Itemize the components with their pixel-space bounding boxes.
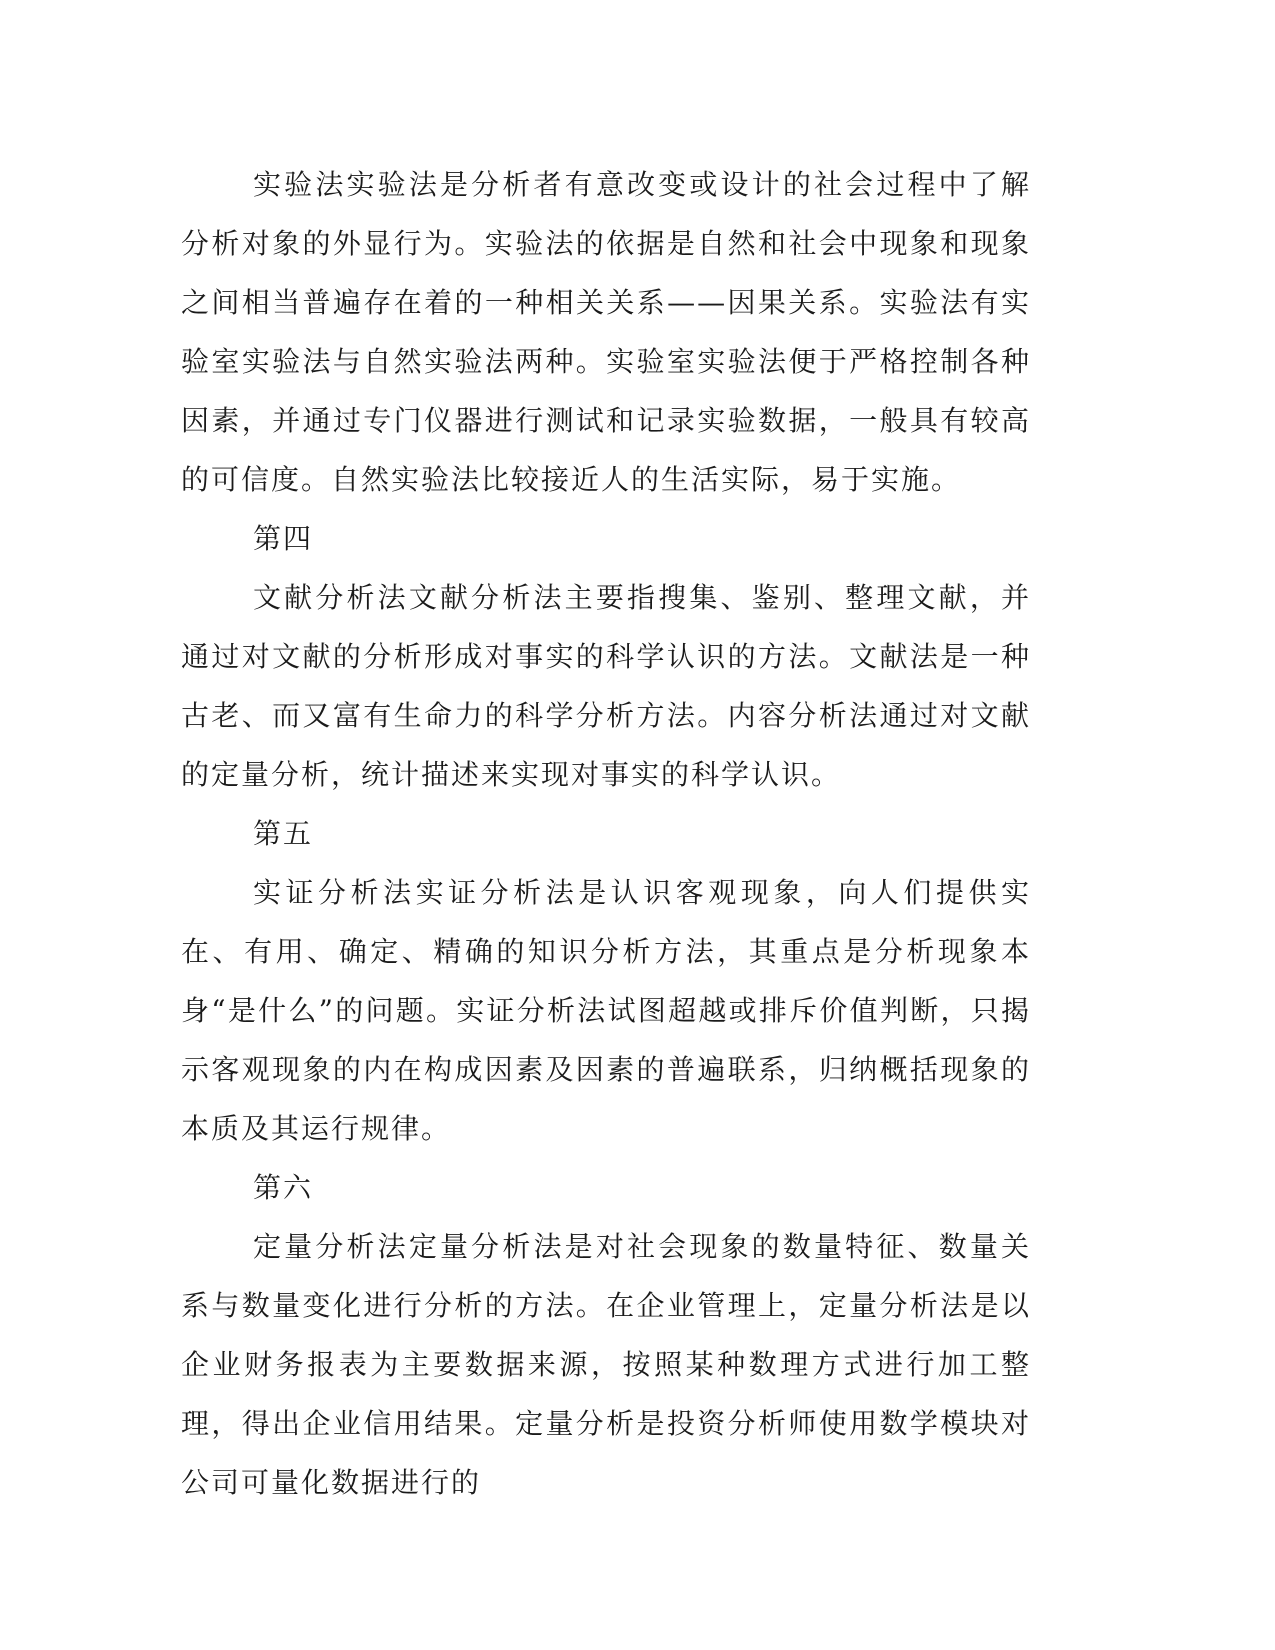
paragraph-literature-analysis: 文献分析法文献分析法主要指搜集、鉴别、整理文献，并通过对文献的分析形成对事实的科学认识的方法。文献法是一种古老、而又富有生命力的科学分析方法。内容分析法通过对文献的定量分析，统计描述来实现对事实的科学认识。 bbox=[181, 581, 1031, 791]
paragraph-quantitative-analysis: 定量分析法定量分析法是对社会现象的数量特征、数量关系与数量变化进行分析的方法。在企业管理上，定量分析法是以企业财务报表为主要数据来源，按照某种数理方式进行加工整理，得出企业信用结果。定量分析是投资分析师使用数学模块对公司可量化数据进行的 bbox=[181, 1230, 1031, 1499]
paragraph-empirical-analysis: 实证分析法实证分析法是认识客观现象，向人们提供实在、有用、确定、精确的知识分析方法，其重点是分析现象本身“是什么”的问题。实证分析法试图超越或排斥价值判断，只揭示客观现象的内在构成因素及因素的普遍联系，归纳概括现象的本质及其运行规律。 bbox=[181, 876, 1031, 1145]
section-heading-5: 第五 bbox=[253, 817, 314, 850]
document-page bbox=[181, 155, 1031, 1512]
section-heading-4: 第四 bbox=[253, 522, 314, 555]
section-heading-6: 第六 bbox=[253, 1171, 314, 1204]
paragraph-experiment-method: 实验法实验法是分析者有意改变或设计的社会过程中了解分析对象的外显行为。实验法的依据是自然和社会中现象和现象之间相当普遍存在着的一种相关关系——因果关系。实验法有实验室实验法与自然实验法两种。实验室实验法便于严格控制各种因素，并通过专门仪器进行测试和记录实验数据，一般具有较高的可信度。自然实验法比较接近人的生活实际，易于实施。 bbox=[181, 168, 1031, 496]
